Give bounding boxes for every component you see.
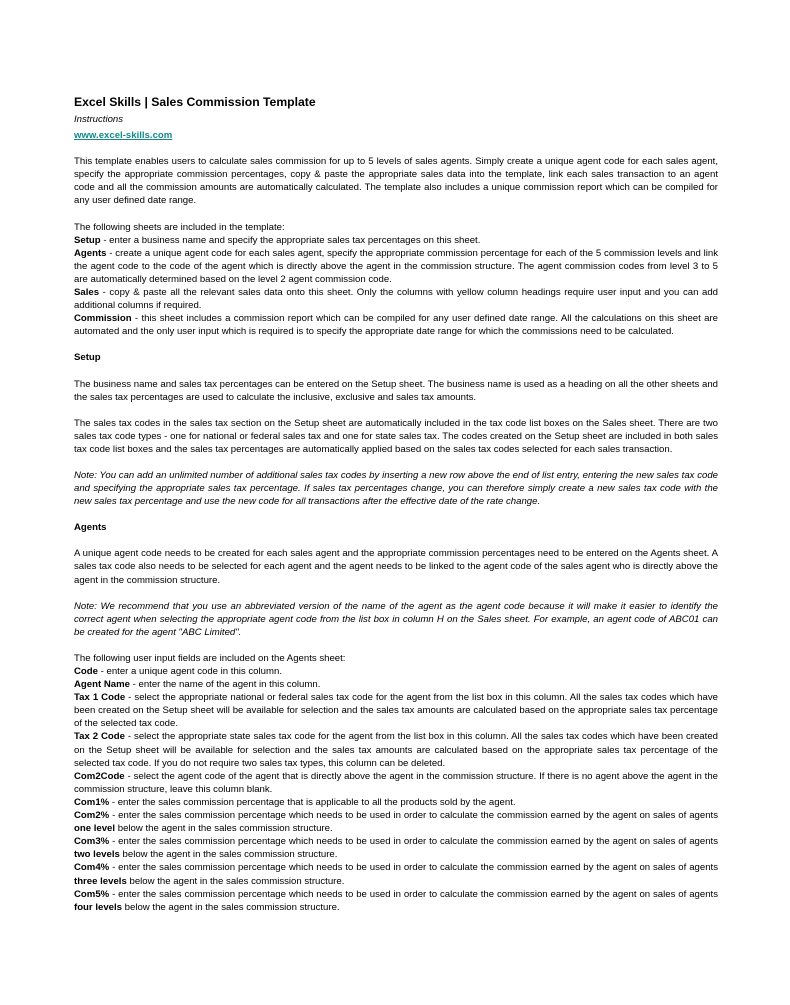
sheet-item-agents bbox=[74, 247, 718, 286]
field-desc: - enter the sales commission percentage that is applicable to all the products sold by the agent. bbox=[109, 796, 516, 808]
field-level: two levels bbox=[74, 849, 120, 861]
agents-note: Note: We recommend that you use an abbreviated version of the name of the agent as the agent code because it will make it easier to identify the correct agent when selecting the appropriate agent code from the list box in column H on the Sales sheet. For example, an agent code of ABC01 can be created for the agent "ABC Limited". bbox=[74, 600, 718, 638]
field-desc: - enter the sales commission percentage which needs to be used in order to calculate the commission earned by the agent on sales of agents bbox=[109, 862, 718, 874]
sheet-desc: - enter a business name and specify the appropriate sales tax percentages on this sheet. bbox=[100, 234, 481, 246]
sheet-name: Agents bbox=[74, 247, 107, 259]
sheets-lead: The following sheets are included in the template: bbox=[74, 221, 285, 233]
field-desc-tail: below the agent in the sales commission structure. bbox=[126, 875, 345, 887]
field-desc-tail: below the agent in the sales commission structure. bbox=[122, 901, 340, 913]
field-item-com1 bbox=[74, 796, 718, 809]
agents-heading: Agents bbox=[74, 522, 107, 534]
sheet-item-commission bbox=[74, 312, 718, 338]
setup-note: Note: You can add an unlimited number of additional sales tax codes by inserting a new row above the end of list entry, entering the new sales tax code and specifying the appropriate sales tax percentage. If sales tax percentages change, you can therefore simply create a new sales tax code with the new sales tax percentage and use the new code for all transactions after the effective date of the rate change. bbox=[74, 469, 718, 508]
field-name: Com2% bbox=[74, 810, 110, 822]
field-item-agent-name bbox=[74, 678, 718, 691]
field-item-com3 bbox=[74, 835, 718, 861]
sheet-desc: - create a unique agent code for each sales agent, specify the appropriate commission percentage for each of the 5 commission levels and link the agent code to the code of the agent which is directly above the agent in the commission structure. The agent commission codes from level 3 to 5 are automatically determined based on the level 2 agent commission code. bbox=[74, 247, 718, 285]
intro-paragraph: This template enables users to calculate sales commission for up to 5 levels of sales agents. Simply create a unique agent code for each sales agent, specify the appropriate commission percentages, copy & paste the appropriate sales data into the template, link each sales transaction to an agent code and all the commission amounts are automatically calculated. The template also includes a unique commission report which can be compiled for any user defined date range. bbox=[74, 156, 718, 207]
field-name: Tax 1 Code bbox=[74, 692, 126, 704]
sheet-desc: - this sheet includes a commission report which can be compiled for any user defined date range. All the calculations on this sheet are automated and the only user input which is required is to specify the appropriate date range for which the commissions need to be calculated. bbox=[74, 313, 718, 338]
sheet-name: Sales bbox=[74, 287, 100, 299]
field-desc: - select the agent code of the agent that is directly above the agent in the commission structure. If there is no agent above the agent in the commission structure, leave this column blank. bbox=[74, 770, 718, 795]
field-desc-tail: below the agent in the sales commission structure. bbox=[119, 849, 338, 861]
field-item-com2 bbox=[74, 809, 718, 835]
field-desc: - enter the sales commission percentage which needs to be used in order to calculate the commission earned by the agent on sales of agents bbox=[109, 836, 718, 848]
field-name: Com2Code bbox=[74, 770, 125, 782]
agents-fields-lead: The following user input fields are included on the Agents sheet: bbox=[74, 652, 346, 664]
setup-heading: Setup bbox=[74, 352, 101, 364]
field-level: four levels bbox=[74, 901, 122, 913]
field-desc-tail: below the agent in the sales commission structure. bbox=[115, 823, 333, 835]
sheet-desc: - copy & paste all the relevant sales data onto this sheet. Only the columns with yellow column headings require user input and you can add additional columns if required. bbox=[74, 287, 718, 312]
website-link[interactable]: www.excel-skills.com bbox=[74, 130, 173, 142]
field-desc: - enter the sales commission percentage which needs to be used in order to calculate the commission earned by the agent on sales of agents bbox=[109, 888, 718, 900]
field-desc: - select the appropriate national or federal sales tax code for the agent from the list box in this column. All the sales tax codes which have been created on the Setup sheet will be available for selection and the sales tax amounts are calculated based on the appropriate sales tax percentage of the selected tax code. bbox=[74, 692, 718, 730]
document-page bbox=[74, 95, 718, 914]
field-level: one level bbox=[74, 823, 116, 835]
field-level: three levels bbox=[74, 875, 127, 887]
field-desc: - select the appropriate state sales tax code for the agent from the list box in this column. All the sales tax codes which have been created on the Setup sheet will be available for selection and the sales tax amounts are calculated based on the appropriate sales tax percentage of the selected tax code. If you do not require two sales tax types, this column can be deleted. bbox=[74, 731, 718, 769]
field-name: Agent Name bbox=[74, 679, 130, 691]
setup-paragraph-1: The business name and sales tax percentages can be entered on the Setup sheet. The business name is used as a heading on all the other sheets and the sales tax percentages are used to calculate the inclusive, exclusive and sales tax amounts. bbox=[74, 378, 718, 403]
sheet-item-sales bbox=[74, 286, 718, 312]
agents-paragraph-1: A unique agent code needs to be created for each sales agent and the appropriate commission percentages need to be entered on the Agents sheet. A sales tax code also needs to be selected for each agent and the agent needs to be linked to the agent code of the sales agent who is directly above the agent in the commission structure. bbox=[74, 548, 718, 586]
field-item-com2code bbox=[74, 770, 718, 796]
field-desc: - enter the name of the agent in this column. bbox=[129, 679, 321, 691]
field-name: Code bbox=[74, 666, 98, 677]
field-name: Com4% bbox=[74, 862, 110, 874]
sheet-name: Commission bbox=[74, 313, 132, 325]
field-desc: - enter a unique agent code in this column. bbox=[97, 666, 282, 677]
document-title: Excel Skills | Sales Commission Template bbox=[74, 95, 316, 109]
sheet-item-setup bbox=[74, 234, 718, 247]
field-desc: - enter the sales commission percentage which needs to be used in order to calculate the commission earned by the agent on sales of agents bbox=[109, 810, 718, 822]
field-name: Tax 2 Code bbox=[74, 731, 125, 743]
field-item-com4 bbox=[74, 861, 718, 887]
setup-paragraph-2: The sales tax codes in the sales tax section on the Setup sheet are automatically included in the tax code list boxes on the Sales sheet. There are two sales tax code types - one for national or federal sales tax and one for state sales tax. The codes created on the Setup sheet are included in both sales tax code list boxes and the sales tax percentages are automatically applied based on the sales tax codes selected for each sales transaction. bbox=[74, 417, 718, 455]
field-name: Com1% bbox=[74, 796, 110, 808]
field-item-tax1 bbox=[74, 691, 718, 730]
document-subtitle: Instructions bbox=[74, 114, 124, 125]
field-name: Com3% bbox=[74, 836, 110, 848]
field-item-com5 bbox=[74, 888, 718, 914]
sheet-name: Setup bbox=[74, 234, 101, 246]
field-item-tax2 bbox=[74, 730, 718, 769]
field-item-code bbox=[74, 665, 718, 678]
field-name: Com5% bbox=[74, 888, 110, 900]
